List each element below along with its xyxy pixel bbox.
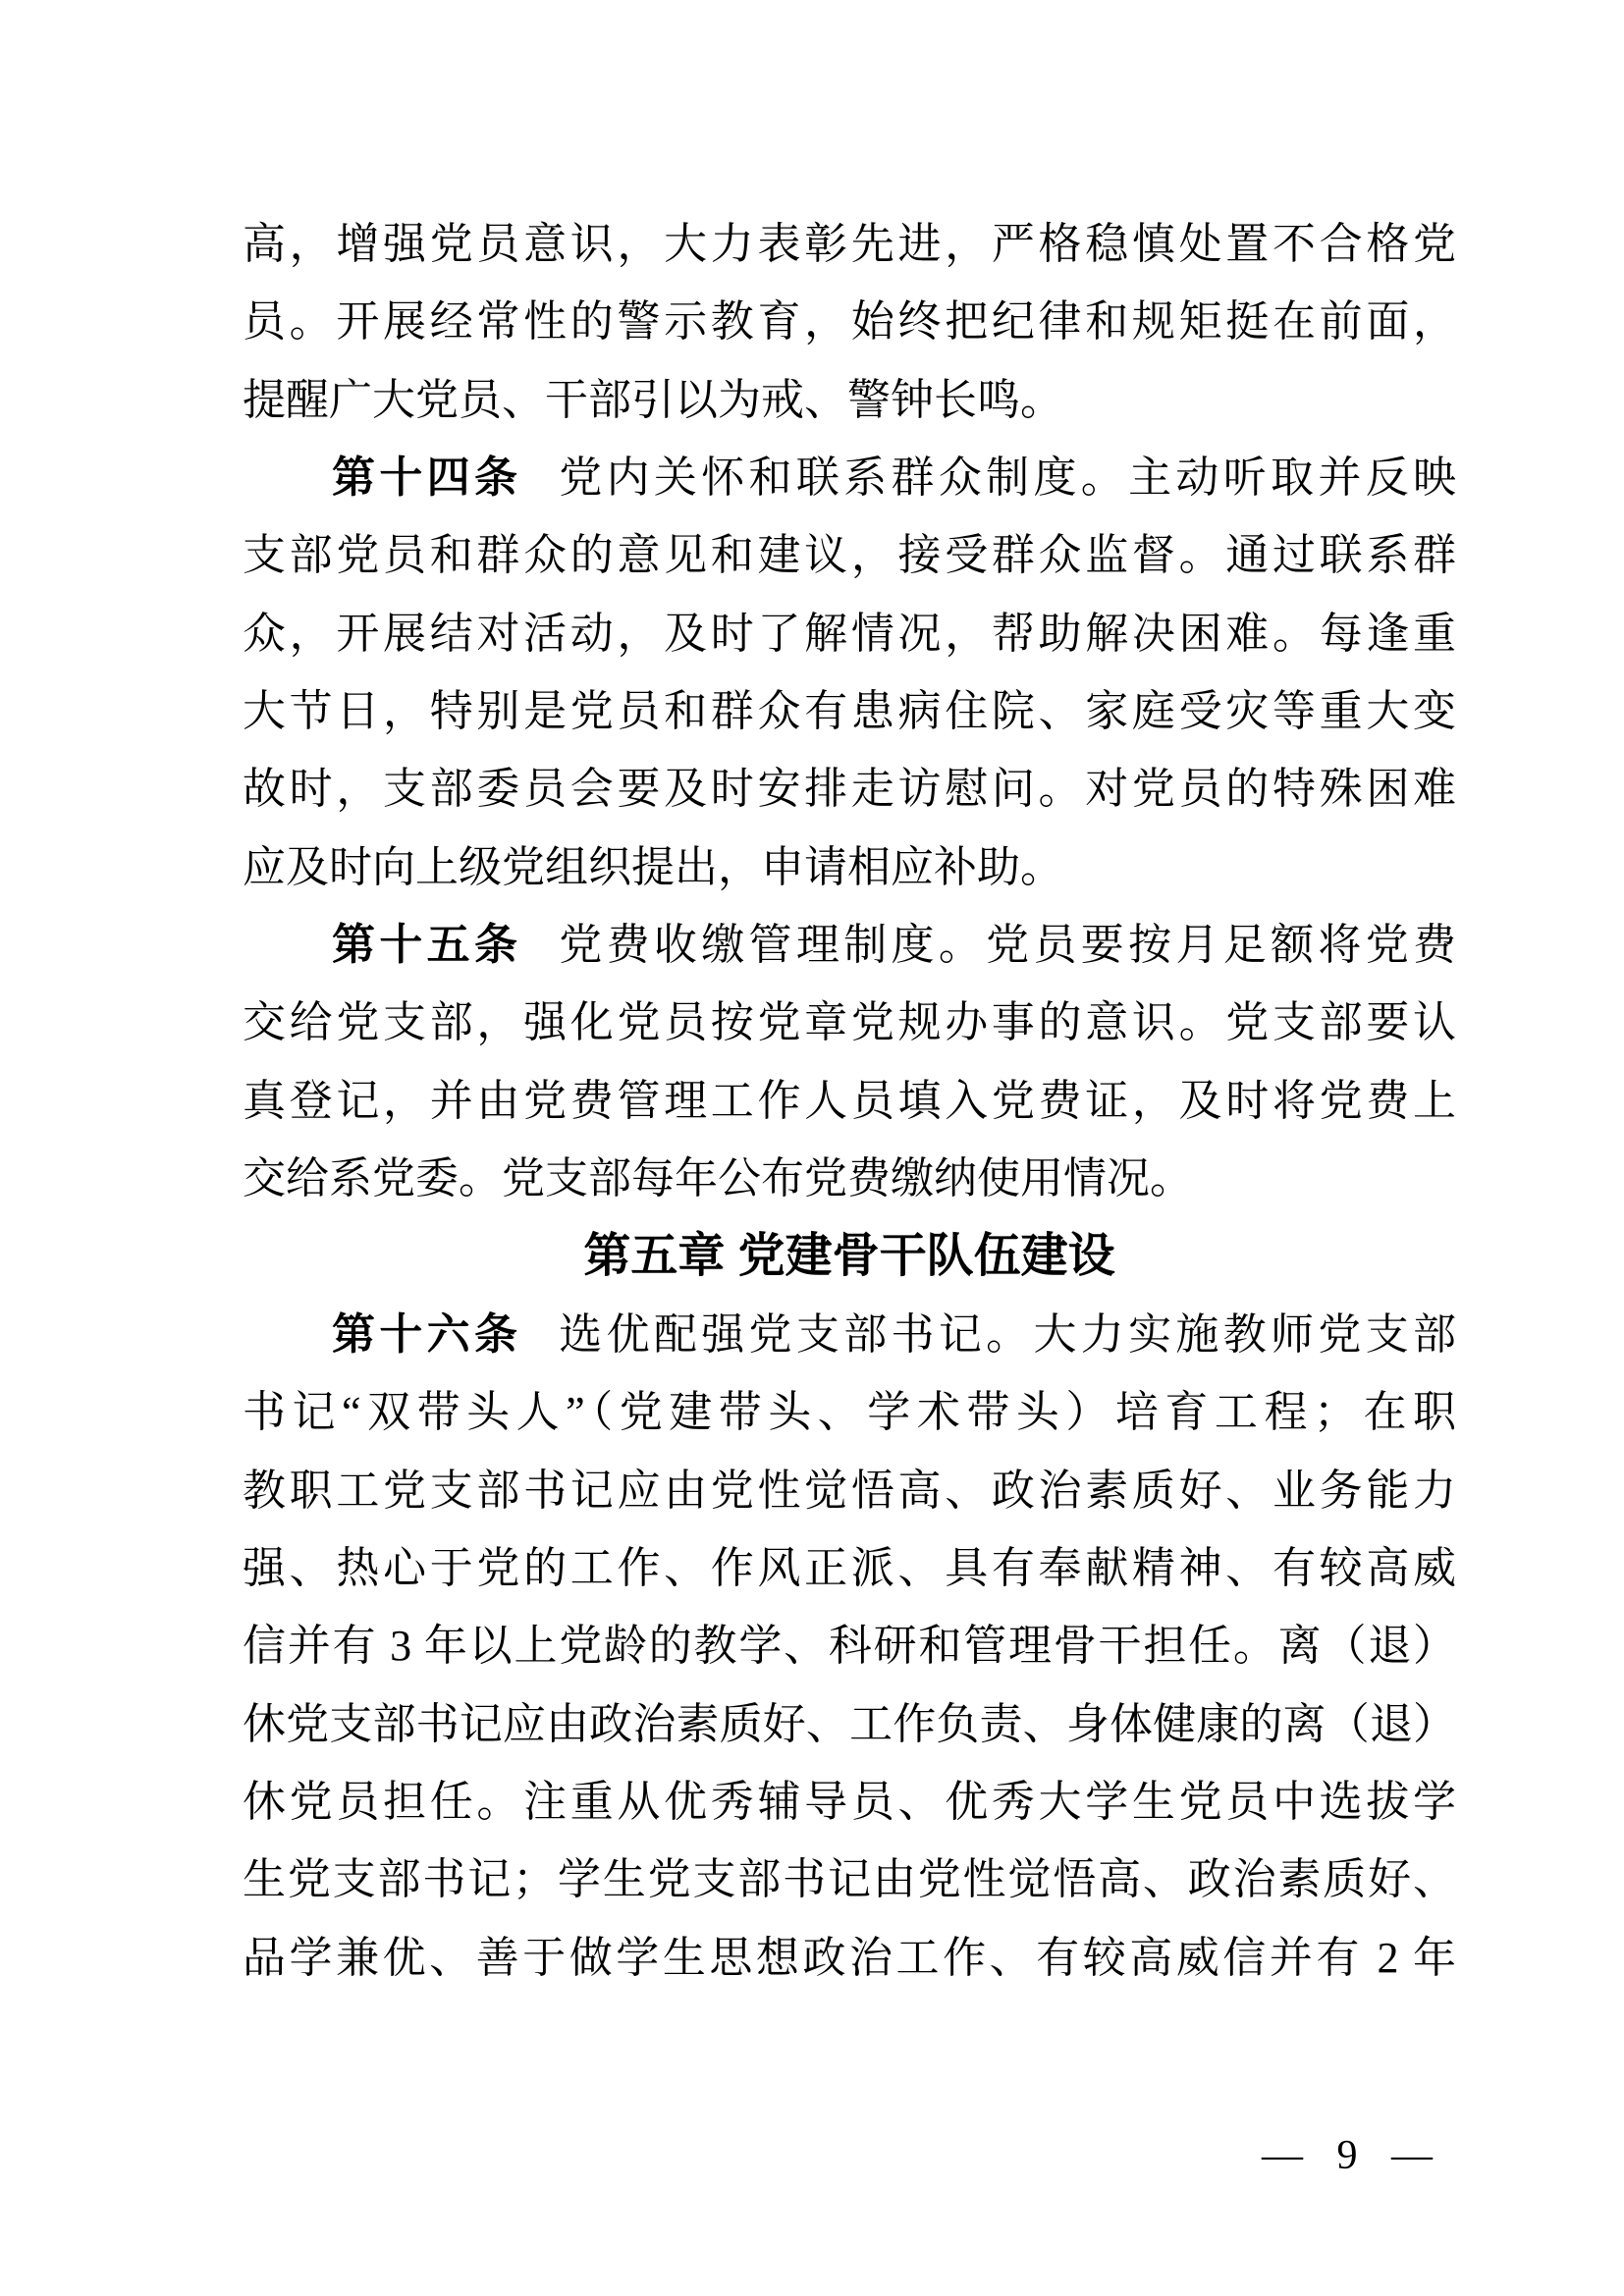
body-line: 强、热心于党的工作、作风正派、具有奉献精神、有较高威: [243, 1543, 1456, 1592]
body-line: 休党员担任。注重从优秀辅导员、优秀大学生党员中选拔学: [243, 1777, 1456, 1826]
body-line: 休党支部书记应由政治素质好、工作负责、身体健康的离（退）: [243, 1699, 1456, 1748]
body-line: 员。开展经常性的警示教育，始终把纪律和规矩挺在前面，: [243, 297, 1456, 347]
article-14-label: 第十四条: [332, 454, 522, 503]
body-line: 提醒广大党员、干部引以为戒、警钟长鸣。: [243, 375, 1063, 424]
body-line: 众，开展结对活动，及时了解情况，帮助解决困难。每逢重: [243, 609, 1456, 658]
body-line: 高，增强党员意识，大力表彰先进，严格稳慎处置不合格党: [243, 220, 1456, 268]
article-14-lead-text: 党内关怀和联系群众制度。主动听取并反映: [559, 454, 1456, 503]
body-line: 生党支部书记；学生党支部书记由党性觉悟高、政治素质好、: [243, 1855, 1456, 1904]
chapter-heading: 第五章 党建骨干队伍建设: [583, 1230, 1115, 1283]
body-line: 书记“双带头人”（党建带头、学术带头）培育工程；在职: [243, 1388, 1456, 1437]
article-15-first-line: [243, 906, 1456, 984]
body-line: 大节日，特别是党员和群众有患病住院、家庭受灾等重大变: [243, 687, 1456, 736]
article-14-first-line: [243, 439, 1456, 516]
body-line: 交给系党委。党支部每年公布党费缴纳使用情况。: [243, 1154, 1193, 1203]
body-line: 应及时向上级党组织提出，申请相应补助。: [243, 842, 1063, 891]
text-block: [243, 205, 1456, 1997]
article-16-first-line: [243, 1296, 1456, 1373]
page-number: — 9 —: [1262, 2133, 1436, 2178]
article-16-label: 第十六条: [332, 1309, 522, 1359]
article-15-lead-text: 党费收缴管理制度。党员要按月足额将党费: [559, 921, 1456, 970]
body-line: 品学兼优、善于做学生思想政治工作、有较高威信并有 2 年: [243, 1933, 1456, 1982]
body-line: 教职工党支部书记应由党性觉悟高、政治素质好、业务能力: [243, 1466, 1456, 1515]
body-line: 故时，支部委员会要及时安排走访慰问。对党员的特殊困难: [243, 765, 1456, 814]
body-line: 支部党员和群众的意见和建议，接受群众监督。通过联系群: [243, 531, 1456, 580]
body-line: 交给党支部，强化党员按党章党规办事的意识。党支部要认: [243, 998, 1456, 1047]
article-15-label: 第十五条: [332, 921, 522, 970]
body-line: 信并有 3 年以上党龄的教学、科研和管理骨干担任。离（退）: [243, 1622, 1456, 1671]
body-line: 真登记，并由党费管理工作人员填入党费证，及时将党费上: [243, 1076, 1456, 1125]
article-16-lead-text: 选优配强党支部书记。大力实施教师党支部: [559, 1309, 1456, 1359]
